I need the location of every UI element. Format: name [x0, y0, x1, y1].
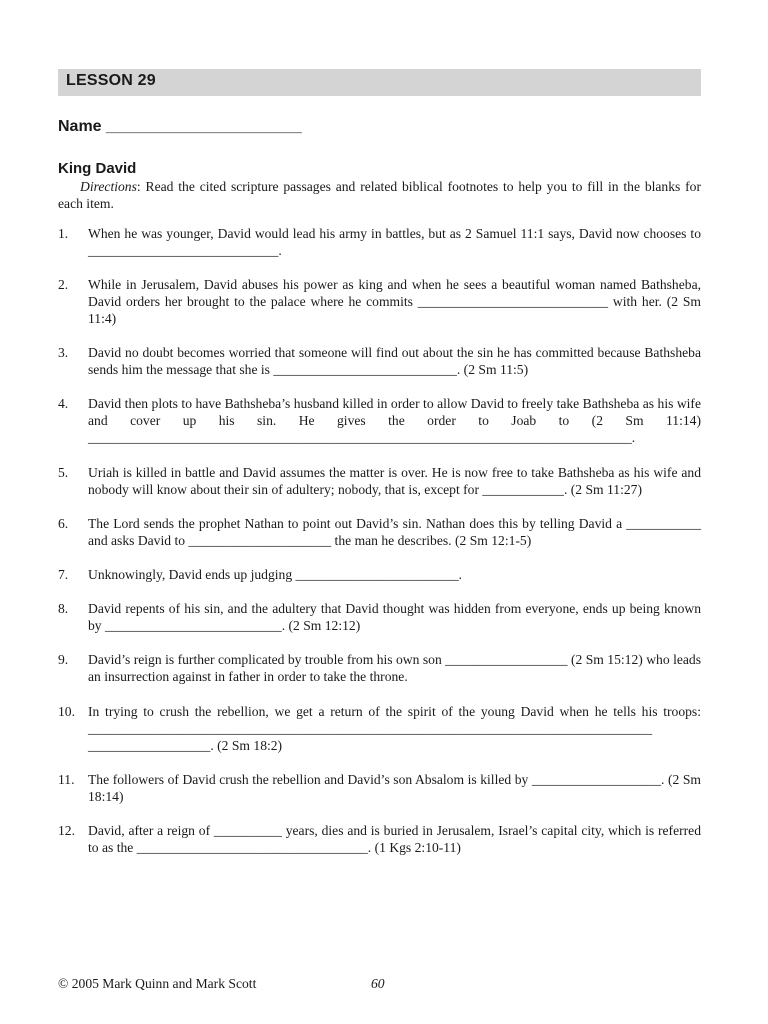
question-number: 8.	[58, 601, 69, 616]
question-text: David, after a reign of __________ years, dies and is buried in Jerusalem, Israel’s capital city, which is referred to as the __________________________________. (1 Kgs 2:10-11)	[88, 823, 701, 855]
question-number: 10.	[58, 704, 75, 719]
question-text: David no doubt becomes worried that someone will find out about the sin he has committed because Bathsheba sends him the message that she is ___________________________. (2 Sm 11:5)	[88, 345, 701, 377]
question-text: The followers of David crush the rebellion and David’s son Absalom is killed by ___________________. (2 Sm 18:14)	[88, 772, 701, 804]
question-item-11	[58, 771, 701, 805]
name-blank: ______________________	[106, 118, 302, 135]
question-number: 5.	[58, 465, 69, 480]
question-number: 9.	[58, 652, 69, 667]
question-text: The Lord sends the prophet Nathan to point out David’s sin. Nathan does this by telling David a ___________ and asks David to _____________________ the man he describes. (2 Sm 12:1-5)	[88, 516, 701, 548]
section-title: King David	[58, 160, 137, 177]
question-item-1	[58, 225, 701, 259]
question-number: 11.	[58, 772, 75, 787]
question-number: 3.	[58, 345, 69, 360]
question-number: 4.	[58, 396, 69, 411]
question-item-9	[58, 651, 701, 685]
question-item-8	[58, 600, 701, 634]
directions	[58, 178, 701, 212]
question-text: While in Jerusalem, David abuses his power as king and when he sees a beautiful woman named Bathsheba, David orders her brought to the palace where he commits ____________________________ with her. (2 Sm 11:4)	[88, 277, 701, 326]
question-text: David repents of his sin, and the adultery that David thought was hidden from everyone, ends up being known by __________________________. (2 Sm 12:12)	[88, 601, 701, 633]
question-number: 12.	[58, 823, 75, 838]
question-item-4	[58, 395, 701, 446]
page-number: 60	[371, 976, 385, 991]
question-text: When he was younger, David would lead his army in battles, but as 2 Samuel 11:1 says, David now chooses to ____________________________.	[88, 226, 701, 258]
directions-text: : Read the cited scripture passages and related biblical footnotes to help you to fill in the blanks for each item.	[58, 179, 701, 211]
directions-label: Directions	[80, 179, 137, 194]
question-item-3	[58, 344, 701, 378]
copyright-notice: © 2005 Mark Quinn and Mark Scott	[58, 976, 257, 991]
question-text: Unknowingly, David ends up judging ________________________.	[88, 567, 463, 582]
lesson-title: LESSON 29	[66, 72, 156, 89]
question-text: In trying to crush the rebellion, we get a return of the spirit of the young David when he tells his troops: ___________________________________________________________________________________ __________________. (2 Sm 18:2)	[88, 704, 701, 753]
question-item-7	[58, 566, 701, 583]
question-number: 6.	[58, 516, 69, 531]
name-label: Name	[58, 118, 102, 135]
name-field	[58, 118, 302, 136]
question-number: 7.	[58, 567, 69, 582]
question-item-5	[58, 464, 701, 498]
question-number: 2.	[58, 277, 69, 292]
question-item-6	[58, 515, 701, 549]
lesson-header-bar	[58, 69, 701, 96]
question-item-10	[58, 703, 701, 754]
question-text: David’s reign is further complicated by trouble from his own son __________________ (2 Sm 15:12) who leads an insurrection against in father in order to take the throne.	[88, 652, 701, 684]
question-number: 1.	[58, 226, 69, 241]
question-text: Uriah is killed in battle and David assumes the matter is over. He is now free to take Bathsheba as his wife and nobody will know about their sin of adultery; nobody, that is, except for ____________. (2 Sm 11:27)	[88, 465, 701, 497]
question-item-12	[58, 822, 701, 856]
question-item-2	[58, 276, 701, 327]
question-text: David then plots to have Bathsheba’s husband killed in order to allow David to freely take Bathsheba as his wife and cover up his sin. He gives the order to Joab to (2 Sm 11:14) ________________________________________________________________________________.	[88, 396, 701, 445]
